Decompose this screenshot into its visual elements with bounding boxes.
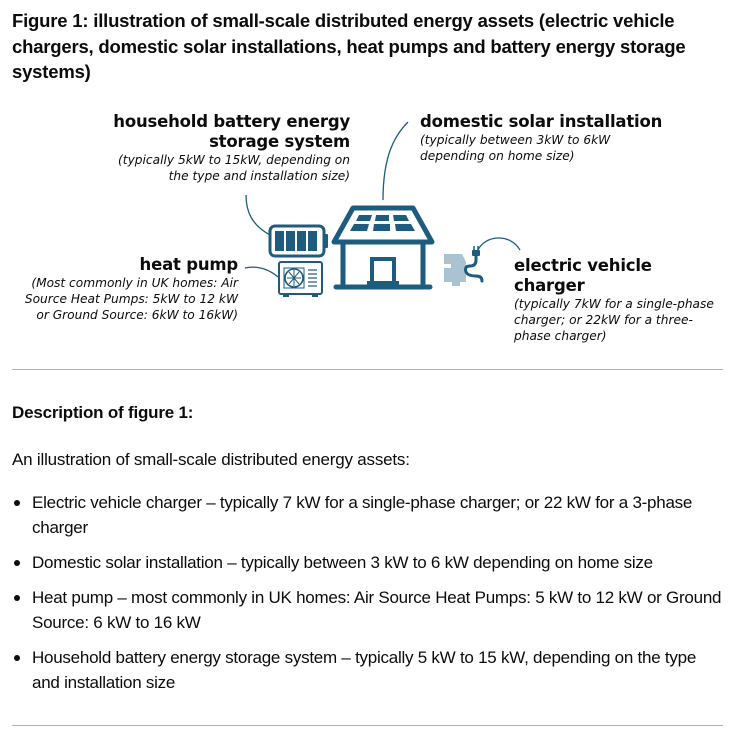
list-item (12, 585, 727, 635)
list-item-text: Electric vehicle charger – typically 7 kW for a single-phase charger; or 22 kW for a 3-phase charger (32, 493, 693, 537)
battery-label-desc-1: (typically 5kW to 15kW, depending on (118, 153, 350, 167)
ev-label-desc-3: phase charger) (514, 329, 607, 343)
description-intro: An illustration of small-scale distributed energy assets: (12, 450, 410, 469)
list-item-text: Household battery energy storage system – typically 5 kW to 15 kW, depending on the type and installation size (32, 648, 697, 692)
heat-pump-label-desc-3: or Ground Source: 6kW to 16kW) (36, 308, 238, 322)
figure-title: Figure 1: illustration of small-scale distributed energy assets (electric vehicle chargers, domestic solar installations, heat pumps and battery energy storage systems) (12, 10, 686, 82)
ev-label-desc-2: charger; or 22kW for a three- (514, 313, 693, 327)
bullet-icon (14, 655, 20, 661)
solar-label-name: domestic solar installation (420, 112, 663, 131)
battery-label-desc-2: the type and installation size) (168, 169, 350, 183)
heat-pump-label-desc-1: (Most commonly in UK homes: Air (31, 276, 238, 290)
list-item-text: Domestic solar installation – typically between 3 kW to 6 kW depending on home size (32, 553, 653, 572)
battery-label-name-1: household battery energy (113, 112, 350, 131)
list-item (12, 490, 727, 540)
battery-connector-line (246, 195, 270, 235)
solar-connector-line (383, 122, 408, 200)
ev-connector-line (478, 238, 520, 250)
description-heading: Description of figure 1: (12, 403, 194, 422)
heat-pump-label-desc-2: Source Heat Pumps: 5kW to 12 kW (24, 292, 238, 306)
heat-pump-label (16, 255, 238, 323)
battery-icon (270, 226, 328, 256)
heat-pump-connector-line (245, 267, 278, 277)
section-divider-top (12, 369, 723, 370)
bullet-icon (14, 500, 20, 506)
description-list (12, 490, 727, 705)
solar-label-desc-2: depending on home size) (420, 149, 575, 163)
section-divider-bottom (12, 725, 723, 726)
heat-pump-label-name: heat pump (139, 255, 238, 274)
house-solar-icon (334, 208, 432, 287)
battery-label (104, 112, 350, 184)
solar-label-desc-1: (typically between 3kW to 6kW (420, 133, 611, 147)
ev-label-name: electric vehicle charger (514, 256, 652, 295)
bullet-icon (14, 595, 20, 601)
list-item-text: Heat pump – most commonly in UK homes: Air Source Heat Pumps: 5 kW to 12 kW or Ground Source: 6 kW to 16 kW (32, 588, 722, 632)
heat-pump-icon (279, 262, 322, 297)
ev-charger-icon (444, 246, 482, 286)
list-item (12, 550, 727, 575)
ev-label (514, 256, 714, 344)
battery-label-name-2: storage system (209, 132, 350, 151)
list-item (12, 645, 727, 695)
figure-illustration (0, 100, 732, 350)
solar-label (420, 112, 680, 164)
ev-label-desc-1: (typically 7kW for a single-phase (514, 297, 714, 311)
bullet-icon (14, 560, 20, 566)
